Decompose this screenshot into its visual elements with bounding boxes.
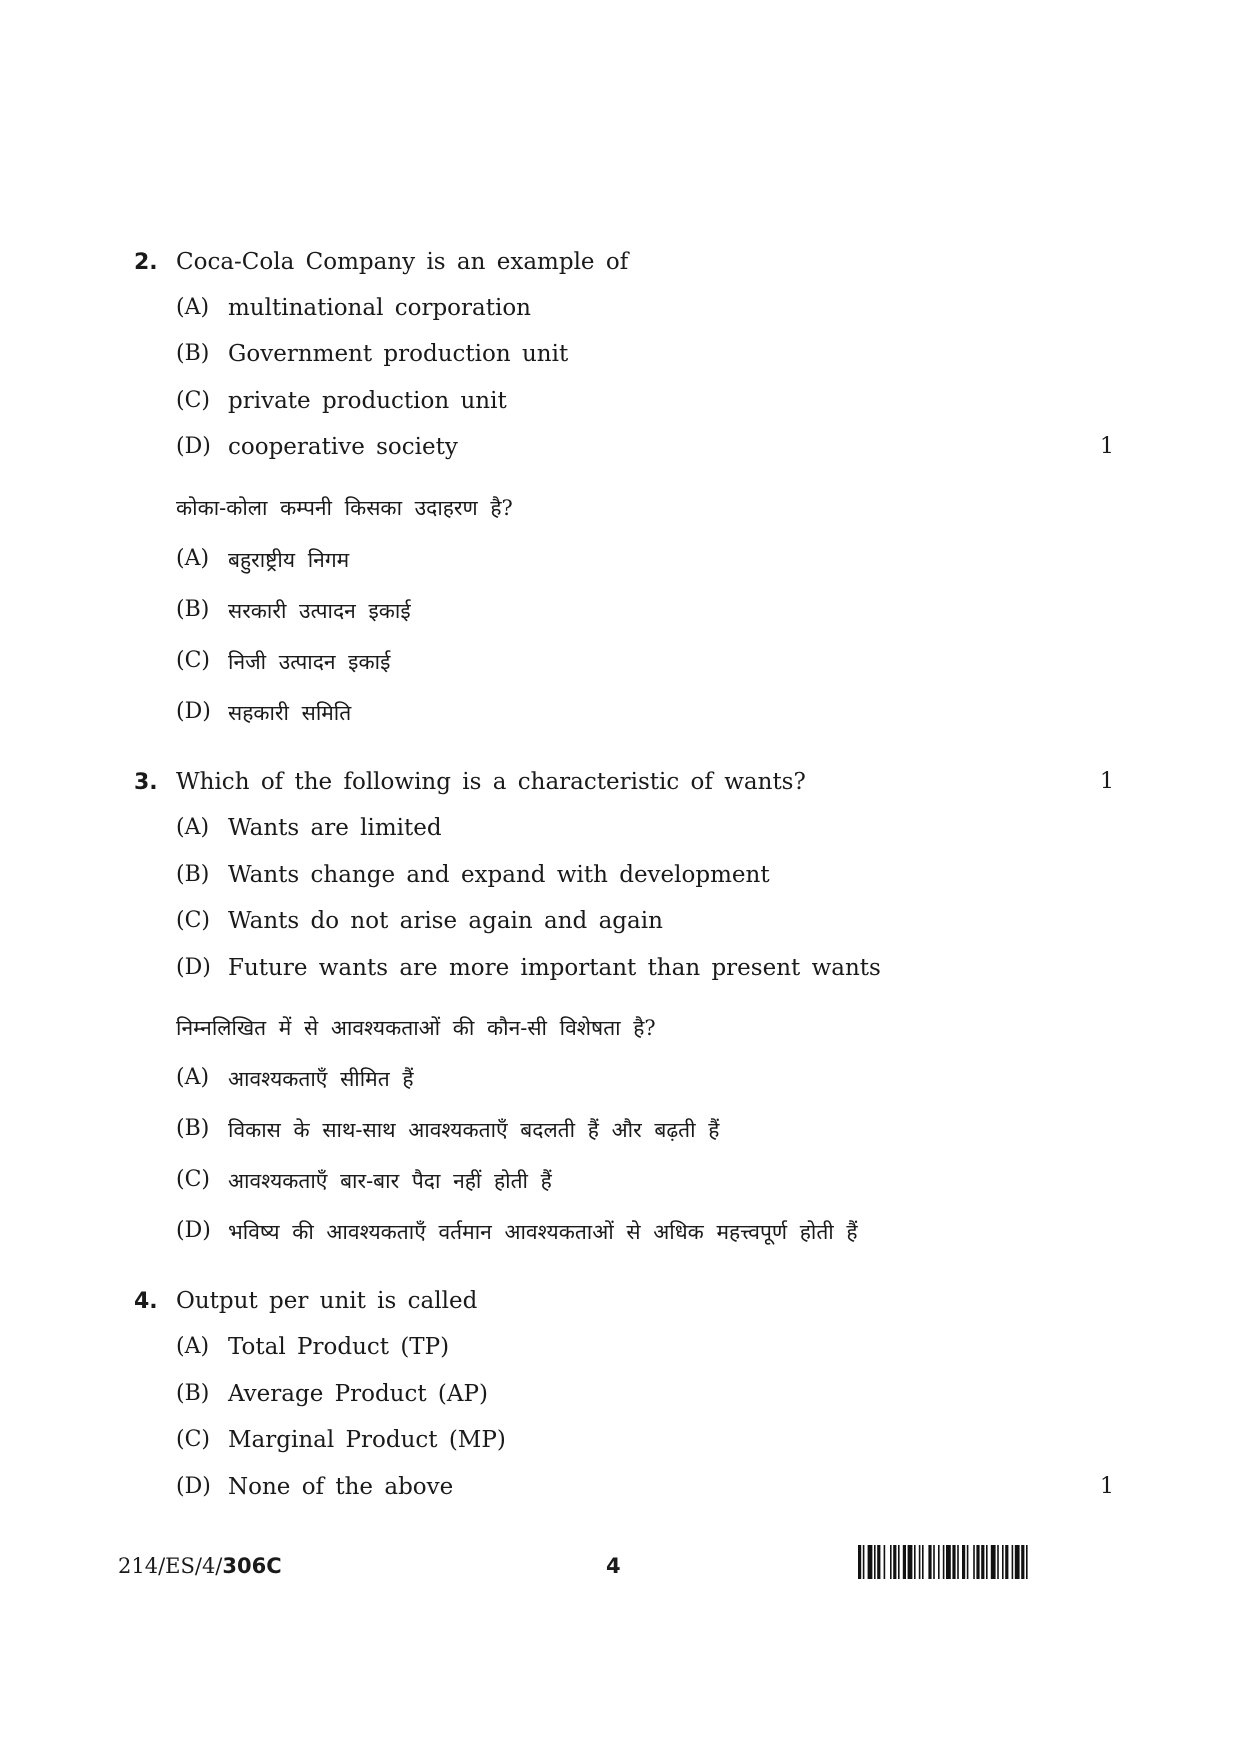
option-d: [0, 1471, 1241, 1511]
question-text: Which of the following is a characteristic of wants?: [176, 769, 806, 795]
option-text-hindi: विकास के साथ-साथ आवश्यकताएँ बदलती हैं और बढ़ती हैं: [228, 1118, 720, 1142]
option-label: (D): [176, 955, 211, 980]
question-text-hindi: कोका-कोला कम्पनी किसका उदाहरण है?: [176, 496, 513, 520]
option-text: None of the above: [228, 1474, 454, 1500]
option-text-hindi: आवश्यकताएँ बार-बार पैदा नहीं होती हैं: [228, 1169, 552, 1193]
question-2-hindi: [0, 491, 1241, 531]
barcode-bar: [903, 1545, 906, 1579]
option-a-hindi: [0, 1062, 1241, 1102]
option-label: (C): [176, 648, 210, 673]
barcode-bar: [976, 1545, 979, 1579]
option-a: [0, 1331, 1241, 1371]
barcode-bar: [1005, 1545, 1008, 1579]
question-4-header: [0, 1285, 1241, 1325]
barcode-bar: [863, 1545, 865, 1579]
barcode-bar: [943, 1545, 945, 1579]
option-text: private production unit: [228, 388, 507, 414]
option-b: [0, 859, 1241, 899]
barcode-bar: [1002, 1545, 1004, 1579]
question-number: 4.: [134, 1289, 158, 1314]
marks: 1: [1100, 434, 1114, 459]
question-text: Output per unit is called: [176, 1288, 478, 1314]
barcode-bar: [877, 1545, 880, 1579]
option-a-hindi: [0, 543, 1241, 583]
option-c-hindi: [0, 645, 1241, 685]
barcode-bar: [967, 1545, 969, 1579]
option-text: Wants change and expand with development: [228, 862, 770, 888]
option-text-hindi: बहुराष्ट्रीय निगम: [228, 548, 350, 572]
option-text-hindi: सहकारी समिति: [228, 701, 352, 725]
option-label: (D): [176, 434, 211, 459]
option-c: [0, 385, 1241, 425]
barcode-bar: [928, 1545, 931, 1579]
barcode-bar: [973, 1545, 975, 1579]
barcode-bar: [858, 1545, 861, 1579]
barcode-bar: [1021, 1545, 1024, 1579]
option-label: (A): [176, 546, 210, 571]
option-label: (A): [176, 295, 210, 320]
option-a: [0, 292, 1241, 332]
option-label: (C): [176, 1427, 210, 1452]
option-text: Government production unit: [228, 341, 569, 367]
option-label: (B): [176, 341, 210, 366]
barcode-bar: [1026, 1545, 1028, 1579]
question-number: 2.: [134, 250, 158, 275]
option-label: (C): [176, 1167, 210, 1192]
question-text: Coca-Cola Company is an example of: [176, 249, 629, 275]
option-text: Marginal Product (MP): [228, 1427, 506, 1453]
barcode-bar: [908, 1545, 913, 1579]
paper-code-prefix: 214/ES/4/: [118, 1554, 223, 1578]
option-b-hindi: [0, 1113, 1241, 1153]
option-label: (B): [176, 1116, 210, 1141]
option-label: (A): [176, 1334, 210, 1359]
option-text-hindi: निजी उत्पादन इकाई: [228, 650, 391, 674]
option-label: (C): [176, 908, 210, 933]
option-label: (B): [176, 597, 210, 622]
option-label: (A): [176, 815, 210, 840]
barcode-bar: [962, 1545, 965, 1579]
barcode-bar: [957, 1545, 959, 1579]
question-2-header: [0, 246, 1241, 286]
option-label: (C): [176, 388, 210, 413]
option-text-hindi: आवश्यकताएँ सीमित हैं: [228, 1067, 414, 1091]
option-d-hindi: [0, 1215, 1241, 1255]
barcode-bar: [952, 1545, 955, 1579]
barcode-bar: [938, 1545, 940, 1579]
option-b-hindi: [0, 594, 1241, 634]
question-number: 3.: [134, 770, 158, 795]
option-label: (B): [176, 1381, 210, 1406]
barcode-bar: [919, 1545, 921, 1579]
option-d: [0, 431, 1241, 471]
option-text: Wants are limited: [228, 815, 442, 841]
option-label: (B): [176, 862, 210, 887]
marks: 1: [1100, 769, 1114, 794]
option-label: (D): [176, 699, 211, 724]
option-d-hindi: [0, 696, 1241, 736]
option-c: [0, 905, 1241, 945]
option-text: Future wants are more important than present wants: [228, 955, 881, 981]
question-3-hindi: [0, 1011, 1241, 1051]
page-number: 4: [606, 1554, 621, 1578]
barcode-bar: [874, 1545, 876, 1579]
option-text: Wants do not arise again and again: [228, 908, 663, 934]
barcode-bar: [868, 1545, 873, 1579]
option-text: cooperative society: [228, 434, 458, 460]
option-label: (A): [176, 1065, 210, 1090]
option-c: [0, 1424, 1241, 1464]
barcode-bar: [946, 1545, 951, 1579]
barcode-bar: [1012, 1545, 1014, 1579]
option-a: [0, 812, 1241, 852]
barcode-bar: [933, 1545, 935, 1579]
paper-code-bold: 306C: [222, 1554, 282, 1578]
option-label: (D): [176, 1474, 211, 1499]
barcode-bar: [884, 1545, 886, 1579]
question-3-header: [0, 766, 1241, 806]
barcode-bar: [1015, 1545, 1020, 1579]
option-text: multinational corporation: [228, 295, 531, 321]
option-text: Total Product (TP): [228, 1334, 450, 1360]
question-text-hindi: निम्नलिखित में से आवश्यकताओं की कौन-सी विशेषता है?: [176, 1016, 656, 1040]
barcode-bar: [898, 1545, 900, 1579]
marks: 1: [1100, 1474, 1114, 1499]
barcode-bar: [981, 1545, 984, 1579]
barcode-bar: [890, 1545, 892, 1579]
barcode: [858, 1545, 1120, 1579]
barcode-bar: [914, 1545, 916, 1579]
barcode-bar: [986, 1545, 988, 1579]
option-text: Average Product (AP): [228, 1381, 488, 1407]
option-d: [0, 952, 1241, 992]
option-text-hindi: सरकारी उत्पादन इकाई: [228, 599, 411, 623]
barcode-bar: [893, 1545, 896, 1579]
option-b: [0, 1378, 1241, 1418]
paper-code: [118, 1554, 282, 1578]
option-b: [0, 338, 1241, 378]
barcode-bar: [922, 1545, 924, 1579]
barcode-bar: [997, 1545, 999, 1579]
option-label: (D): [176, 1218, 211, 1243]
barcode-bar: [991, 1545, 996, 1579]
option-c-hindi: [0, 1164, 1241, 1204]
option-text-hindi: भविष्य की आवश्यकताएँ वर्तमान आवश्यकताओं से अधिक महत्त्वपूर्ण होती हैं: [228, 1220, 858, 1244]
